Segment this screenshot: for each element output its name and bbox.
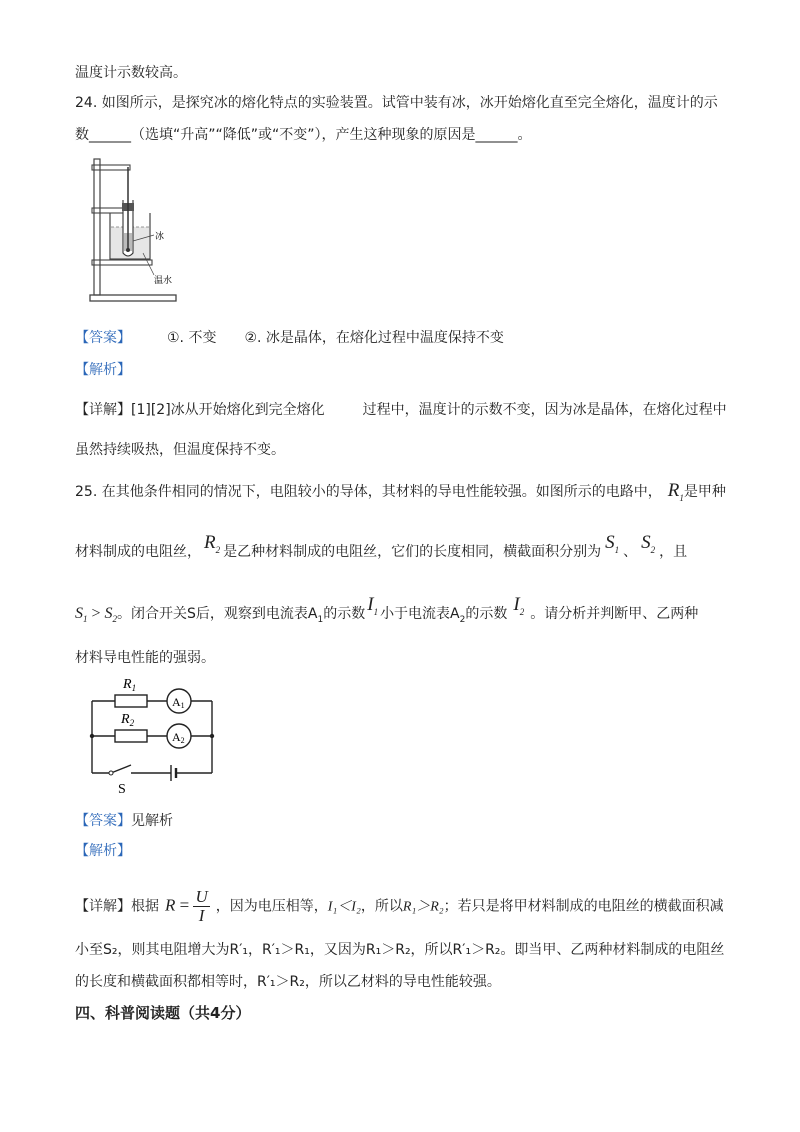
q25-text: 是乙种材料制成的电阻丝，它们的长度相同，横截面积分别为 [223, 544, 602, 560]
resistor-r1 [115, 695, 147, 707]
analysis-label: 【解析】 [75, 362, 131, 378]
q25-text: 的示数 [465, 606, 508, 622]
label-warm-water: 温水 [154, 275, 173, 285]
math-s1-gt-s2: $S_1 > S_2$ [75, 605, 118, 625]
formula-r-eq-u-over-i: R = $\frac{U}{I}$ [165, 887, 208, 925]
math-inequality: I₁＜I₂ [327, 899, 361, 915]
detail-25-line2: 小至S₂，则其电阻增大为R′₁，R′₁＞R₁，又因为R₁＞R₂，所以R′₁＞R₂。即当甲、乙两种材料制成的电阻丝 [75, 942, 725, 958]
q25-text: 的示数 [323, 606, 366, 622]
analysis-label: 【解析】 [75, 843, 131, 859]
q25-text: 。请分析并判断甲、乙两种 [530, 606, 699, 622]
label-a1: A1 [172, 695, 185, 710]
math-i2: $I_2$ [513, 594, 525, 617]
resistor-r2 [115, 730, 147, 742]
detail-text: 过程中，温度计的示数不变，因为冰是晶体，在熔化过程中 [362, 402, 727, 418]
detail-text: [1][2]冰从开始熔化到完全熔化 [131, 402, 325, 418]
math-r2: $R_2$ [204, 532, 221, 555]
q25-text: 25. 在其他条件相同的情况下，电阻较小的导体，其材料的导电性能较强。如图所示的电路中， [75, 484, 662, 500]
math-s1: $S_1$ [605, 532, 620, 555]
q25-text: 、 [623, 544, 638, 560]
label-ice: 冰 [155, 231, 165, 241]
detail-label: 【详解】 [75, 402, 131, 418]
detail-text: ，因为电压相等， [215, 898, 328, 915]
question-24-line2: 数______（选填“升高”“降低”或“不变”），产生这种现象的原因是______。 [75, 127, 532, 143]
q25-text: ，且 [659, 544, 688, 560]
detail-label: 【详解】 [75, 898, 131, 915]
detail-text: ；若只是将甲材料制成的电阻丝的横截面积减 [443, 898, 724, 915]
question-25-line4: 材料导电性能的强弱。 [75, 650, 215, 666]
detail-25-line3: 的长度和横截面积都相等时，R′₁＞R₂，所以乙材料的导电性能较强。 [75, 974, 501, 990]
q25-text: 。闭合开关S后，观察到电流表A [117, 606, 318, 622]
detail-24-line1 [75, 400, 727, 420]
text-line: 温度计示数较高。 [75, 65, 187, 81]
math-i1: $I_1$ [367, 594, 379, 617]
label-a2: A2 [172, 730, 185, 745]
detail-text: ，所以 [360, 898, 403, 915]
answer-label: 【答案】 [75, 813, 131, 829]
label-r1: $R_1$ [123, 677, 137, 693]
math-inequality: R₁＞R₂ [402, 899, 444, 915]
label-r2: $R_2$ [121, 712, 135, 728]
answer-text: 见解析 [131, 813, 173, 829]
answer-text: ①. 不变 ②. 冰是晶体，在熔化过程中温度保持不变 [167, 330, 504, 346]
label-switch: S [118, 782, 126, 797]
question-24-line1: 24. 如图所示，是探究冰的熔化特点的实验装置。试管中装有冰，冰开始熔化直至完全熔化，温度计的示 [75, 95, 718, 111]
answer-25 [75, 811, 173, 831]
question-25-line3: $S_1 > S_2$。闭合开关S后，观察到电流表$A_1$的示数 $I_1$ 小于电流表$A_2$的示数 $I_2$ 。请分析并判断甲、乙两种 [75, 594, 699, 625]
answer-24 [75, 328, 504, 348]
detail-25-line1 [75, 888, 724, 925]
ice-melting-apparatus-figure [88, 155, 188, 310]
q25-text: 是甲种 [683, 484, 726, 500]
section-heading: 四、科普阅读题（共4分） [75, 1004, 251, 1022]
math-s2: $S_2$ [641, 532, 656, 555]
detail-text: 根据 [131, 898, 159, 915]
answer-label: 【答案】 [75, 330, 131, 346]
q25-text: 材料制成的电阻丝， [75, 544, 201, 560]
question-25-line1 [75, 481, 726, 508]
detail-24-line2: 虽然持续吸热，但温度保持不变。 [75, 442, 285, 458]
circuit-diagram [85, 672, 225, 797]
switch-s [111, 765, 131, 773]
q25-text: 小于电流表A [380, 606, 460, 622]
question-25-line2 [75, 532, 688, 568]
math-r1: $R_1$ [667, 480, 684, 503]
